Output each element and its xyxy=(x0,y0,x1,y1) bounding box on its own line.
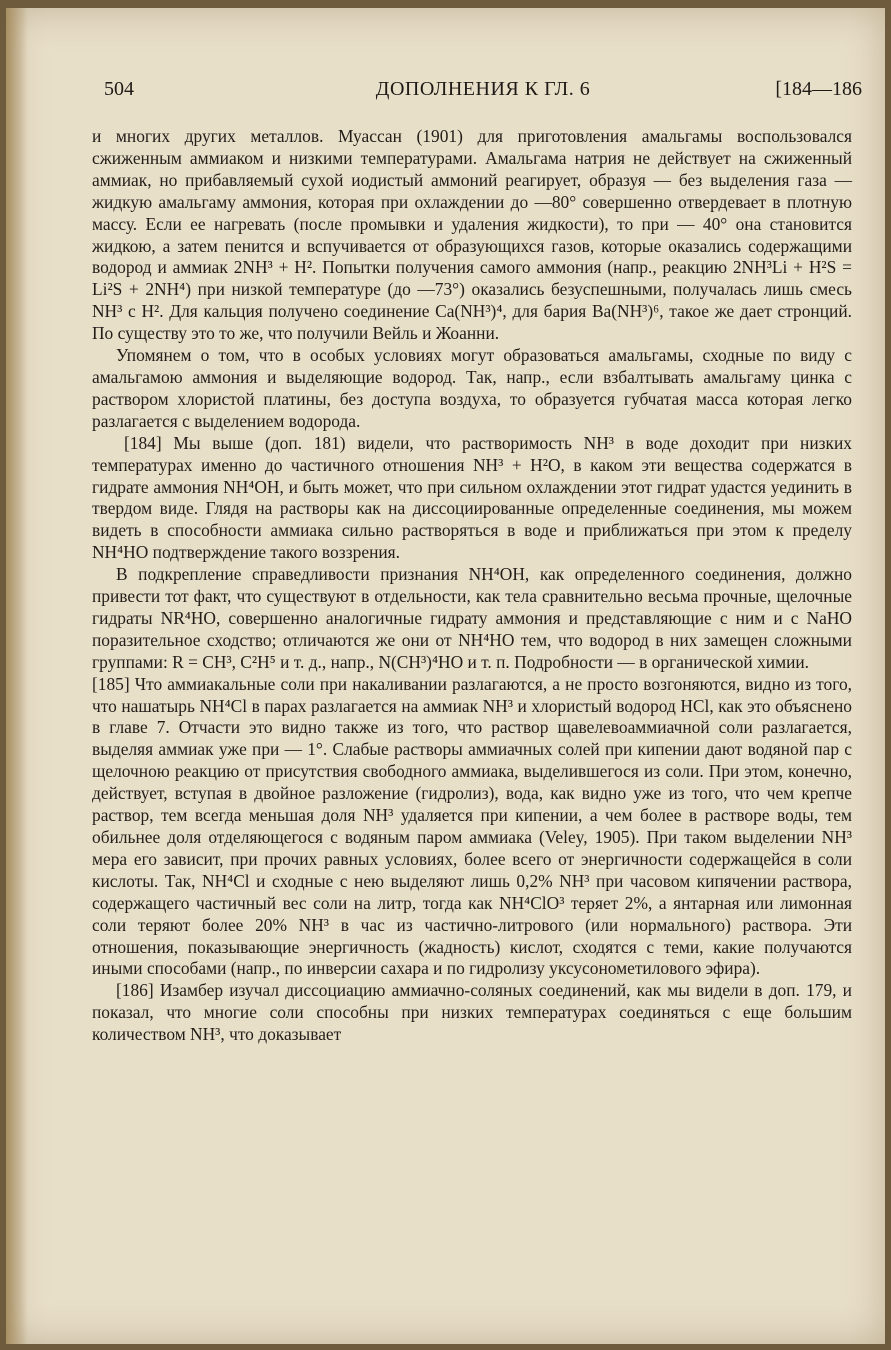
paragraph: и многих других металлов. Муассан (1901) для приготовления амальгамы воспользовался сжиженным аммиаком и низкими температурами. Амальгама натрия не действует на сжиженный аммиак, но прибавляемый сухой иодистый аммоний реагирует, образуя — без выделения газа — жидкую амальгаму аммония, которая при охлаждении до —80° совершенно отвердевает в плотную массу. Если ее нагревать (после промывки и удаления жидкости), то при — 40° она становится жидкою, а затем пенится и вспучивается от образующихся газов, которые оказались содержащими водород и аммиак 2NH³ + H². Попытки получения самого аммония (напр., реакцию 2NH³Li + H²S = Li²S + 2NH⁴) при низкой температуре (до —73°) оказались безуспешными, получалась лишь смесь NH³ с H². Для кальция получено соединение Ca(NH³)⁴, для бария Ba(NH³)⁶, такое же дает стронций. По существу это то же, что получили Вейль и Жоанни. xyxy=(92,126,852,344)
body-text xyxy=(92,126,852,1046)
section-range: [184—186 xyxy=(775,78,862,100)
paragraph: Упомянем о том, что в особых условиях могут образоваться амальгамы, сходные по виду с амальгамою аммония и выделяющие водород. Так, напр., если взбалтывать амальгаму цинка с раствором хлористой платины, без доступа воздуха, то образуется губчатая масса которая легко разлагается с выделением водорода. xyxy=(92,345,852,431)
running-title: ДОПОЛНЕНИЯ К ГЛ. 6 xyxy=(375,78,591,100)
paragraph-note-184: [184] Мы выше (доп. 181) видели, что растворимость NH³ в воде доходит при низких температурах именно до частичного отношения NH³ + H²O, в каком эти вещества содержатся в гидрате аммония NH⁴OH, и быть может, что при сильном охлаждении этот гидрат удастся уединить в твердом виде. Глядя на растворы как на диссоциированные определенные соединения, мы можем видеть в способности аммиака сильно растворяться в воде и приближаться при этом к пределу NH⁴HO подтверждение такого воззрения. xyxy=(92,432,852,563)
paragraph-note-186: [186] Изамбер изучал диссоциацию аммиачно-соляных соединений, как мы видели в доп. 179, и показал, что многие соли способны при низких температурах соединяться с еще большим количеством NH³, что доказывает xyxy=(92,980,852,1045)
page-header xyxy=(104,74,862,108)
book-page xyxy=(6,8,885,1344)
paragraph-note-185: [185] Что аммиакальные соли при накаливании разлагаются, а не просто возгоняются, видно из того, что нашатырь NH⁴Cl в парах разлагается на аммиак NH³ и хлористый водород HCl, как это объяснено в главе 7. Отчасти это видно также из того, что раствор щавелевоаммиачной соли разлагается, выделяя аммиак уже при — 1°. Слабые растворы аммиачных солей при кипении дают водяной пар с щелочною реакцию от присутствия свободного аммиака, выделившегося из соли. При этом, конечно, действует, вступая в двойное разложение (гидролиз), вода, как видно уже из того, что чем крепче раствор, тем всегда меньшая доля NH³ удаляется при кипении, а чем более в растворе воды, тем обильнее доля отделяющегося с водяным паром аммиака (Veley, 1905). При таком выделении NH³ мера его зависит, при прочих равных условиях, более всего от энергичности содержащейся в соли кислоты. Так, NH⁴Cl и сходные с нею выделяют лишь 0,2% NH³ при часовом кипячении раствора, содержащего частичный вес соли на литр, тогда как NH⁴ClO³ теряет 2%, а янтарная или лимонная соли теряют более 20% NH³ в час из частично-литрового (или нормального) раствора. Эти отношения, показывающие энергичность (жадность) кислот, сходятся с теми, какие получаются иными способами (напр., по инверсии сахара и по гидролизу уксусонометилового эфира). xyxy=(92,673,852,979)
page-number: 504 xyxy=(104,78,134,100)
paragraph: В подкрепление справедливости признания NH⁴OH, как определенного соединения, должно привести тот факт, что существуют в отдельности, как тела сравнительно весьма прочные, щелочные гидраты NR⁴HO, совершенно аналогичные гидрату аммония и представляющие с ним и с NaHO поразительное сходство; отличаются же они от NH⁴HO тем, что водород в них замещен сложными группами: R = CH³, C²H⁵ и т. д., напр., N(CH³)⁴HO и т. п. Подробности — в органической химии. xyxy=(92,564,852,672)
